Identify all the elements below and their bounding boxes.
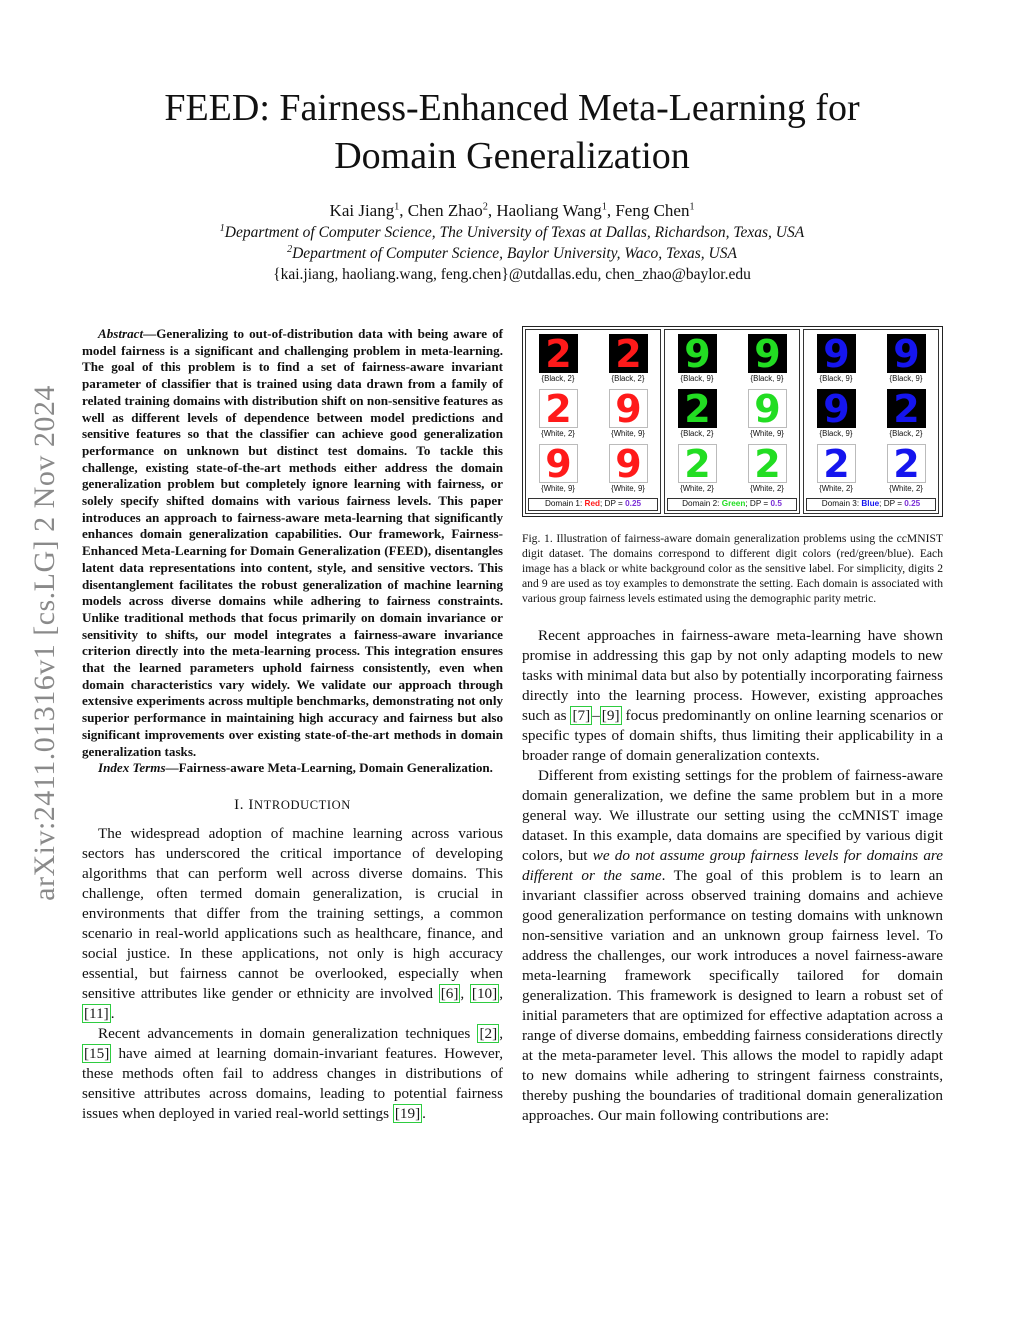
author-emails: {kai.jiang, haoliang.wang, feng.chen}@utdallas.edu, chen_zhao@baylor.edu [273, 266, 751, 283]
digit-glyph: 2 [615, 331, 642, 376]
citation-link[interactable]: [7] [572, 707, 591, 724]
digit-image [678, 331, 717, 376]
sample-label: {Black, 2} [611, 374, 645, 383]
digit-sample [737, 331, 797, 387]
sample-label: {Black, 2} [680, 429, 714, 438]
citation-link[interactable]: [9] [601, 707, 620, 724]
digit-glyph: 2 [545, 331, 572, 376]
digit-sample [806, 386, 866, 442]
section-heading-introduction: I. INTRODUCTION [234, 796, 351, 813]
citation-link[interactable]: [2] [479, 1024, 498, 1042]
digit-sample [598, 441, 658, 497]
digit-sample [598, 386, 658, 442]
digit-image [748, 386, 787, 431]
digit-glyph: 9 [545, 441, 572, 486]
digit-image [678, 441, 717, 486]
citation-link[interactable]: [10] [471, 984, 498, 1002]
abstract: Abstract—Generalizing to out-of-distribution data with being aware of model fairness is a significant and challenging problem in meta-learning. The goal of this problem is to find a set of fairness-aware invariant parameter of classifier that is trained using data drawn from a family of related training domains with distribution shift on non-sensitive features as well as different levels of dependence between model predictions and sensitive features so that the classifier can achieve good generalization performance on unknown but distinct test domains. To tackle this challenge, existing state-of-the-art methods either address the domain generalization problem but completely ignore learning with fairness, or solely specify shifted domains with various fairness levels. This paper introduces an approach to fairness-aware meta-learning that significantly enhances domain generalization capabilities. Our framework, Fairness-Enhanced Meta-Learning for Domain Generalization (FEED), disentangles latent data representations into content, style, and sensitive vectors. This disentanglement facilitates the robust generalization of machine learning models across diverse domains while adhering to fairness constraints. Unlike traditional methods that focus primarily on domain invariance or sensitivity to shifts, our model integrates a fairness-aware invariance criterion directly into the meta-learning process. This integration ensures that the learned parameters uphold fairness consistently, even when domain characteristics vary widely. We validate our approach through extensive experiments across multiple benchmarks, demonstrating not only superior performance in maintaining high accuracy and fairness but also significant improvements over existing state-of-the-art methods in domain generalization tasks. [82, 326, 503, 759]
domain-panel-2 [664, 329, 800, 514]
affiliation-1: $^1$Department of Computer Science, The University of Texas at Dallas, Richardson, Texas, USA [219, 222, 805, 241]
digit-sample [737, 386, 797, 442]
arxiv-identifier: arXiv:2411.01316v1 [cs.LG] 2 Nov 2024 [28, 384, 61, 901]
sample-label: {White, 2} [680, 484, 714, 493]
citation-link[interactable]: [15] [84, 1044, 110, 1062]
title-line-2: Domain Generalization [334, 135, 690, 177]
digit-sample [876, 441, 936, 497]
digit-glyph: 2 [684, 386, 711, 431]
index-terms: Index Terms—Fairness-aware Meta-Learning, Domain Generalization. [98, 760, 493, 776]
affiliation-2: $^2$Department of Computer Science, Baylor University, Waco, Texas, USA [287, 243, 737, 262]
digit-image [539, 386, 578, 431]
sample-label: {Black, 9} [750, 374, 784, 383]
digit-glyph: 9 [823, 386, 850, 431]
digit-image [887, 386, 926, 431]
citation-link[interactable]: [11] [84, 1004, 109, 1022]
digit-sample [667, 441, 727, 497]
digit-sample [528, 441, 588, 497]
author-block [100, 200, 924, 285]
digit-glyph: 2 [893, 386, 920, 431]
digit-image [609, 331, 648, 376]
sample-label: {Black, 9} [680, 374, 714, 383]
sample-label: {White, 2} [889, 484, 923, 493]
digit-sample [598, 331, 658, 387]
digit-glyph: 9 [893, 331, 920, 376]
sample-label: {White, 9} [611, 429, 645, 438]
right-paragraph-2: Different from existing settings for the problem of fairness-aware domain generalization, we define the same problem but in a more general way. We illustrate our setting using the ccMNIST image dataset. In this example, data domains are specified by various digit colors, but we do not assume group fairness levels for domains are different or the same. The goal of this problem is to learn an invariant classifier across observed training domains and achieve good generalization performance on testing domains with unknown non-sensitive variation and an unknown group fairness level. To address the challenges, our work introduces a novel fairness-aware meta-learning framework specifically tailored for domain generalization. This framework is designed to learn a robust set of initial parameters that are optimized for effective adaptation across a range of diverse domains, embedding fairness considerations directly at the meta-parameter level. This allows the model to rapidly adapt to new domains while adhering to stringent fairness constraints, thereby pushing the boundaries of traditional domain generalization approaches. Our main following contributions are: [522, 767, 944, 1124]
digit-sample [528, 386, 588, 442]
digit-image [539, 331, 578, 376]
right-paragraph-1: Recent approaches in fairness-aware meta-learning have shown promise in addressing this gap by not only adapting models to new tasks with minimal data but also by potentially incorporating fairness directly into the learning process. However, existing approaches such as [7] – [9] focus predominantly on online learning scenarios or specific types of domain shifts, thus limiting their applicability in a broader range of domain generalization contexts. [522, 627, 943, 764]
sample-label: {White, 9} [611, 484, 645, 493]
digit-glyph: 9 [754, 386, 781, 431]
digit-glyph: 2 [684, 441, 711, 486]
intro-paragraph-2: Recent advancements in domain generalization techniques [2] , [15] have aimed at learning domain-invariant features. However, these methods often fail to address changes in distributions of sensitive attributes across domains, leading to potential fairness issues when deployed in varied real-world settings [19] . [82, 1024, 503, 1122]
digit-glyph: 2 [754, 441, 781, 486]
digit-glyph: 2 [893, 441, 920, 486]
domain-label: Domain 1: Red; DP = 0.25 [528, 498, 658, 511]
digit-image [887, 441, 926, 486]
sample-label: {Black, 9} [819, 374, 853, 383]
intro-paragraph-1: The widespread adoption of machine learning across various sectors has underscored the critical importance of developing algorithms that can perform well across diverse domains. This challenge, often termed domain generalization, is crucial in environments that differ from the training settings, a common scenario in real-world applications such as healthcare, finance, and social justice. In these applications, not only is high accuracy essential, but fairness cannot be overlooked, especially when sensitive attributes like gender or ethnicity are involved [6] , [10] , [11] . [82, 824, 503, 1022]
digit-sample [876, 331, 936, 387]
digit-image [817, 441, 856, 486]
right-column [522, 326, 943, 1126]
digit-image [609, 441, 648, 486]
digit-image [748, 331, 787, 376]
digit-sample [876, 386, 936, 442]
sample-label: {White, 2} [750, 484, 784, 493]
sample-label: {Black, 2} [889, 429, 923, 438]
sample-label: {White, 9} [541, 484, 575, 493]
figure-ccmnist [522, 326, 943, 517]
digit-glyph: 2 [545, 386, 572, 431]
citation-link[interactable]: [6] [440, 984, 459, 1002]
digit-image [609, 386, 648, 431]
digit-glyph: 9 [823, 331, 850, 376]
domain-label: Domain 2: Green; DP = 0.5 [667, 498, 797, 511]
digit-sample [806, 441, 866, 497]
figure-caption: Fig. 1. Illustration of fairness-aware domain generalization problems using the ccMNIST digit dataset. The domains correspond to different digit colors (red/green/blue). Each image has a black or white background color as the sensitive label. For simplicity, digits 2 and 9 are used as toy examples to demonstrate the setting. Each domain is associated with various group fairness levels estimated using the demographic parity metric. [522, 532, 943, 605]
digit-sample [806, 331, 866, 387]
sample-label: {White, 2} [819, 484, 853, 493]
left-column [82, 326, 503, 1124]
author-names: Kai Jiang$^1$, Chen Zhao$^2$, Haoliang Wang$^1$, Feng Chen$^1$ [329, 201, 695, 220]
paper-title [100, 84, 924, 180]
citation-link[interactable]: [19] [394, 1104, 421, 1122]
sample-label: {White, 9} [750, 429, 784, 438]
title-line-1: FEED: Fairness-Enhanced Meta-Learning for [164, 87, 860, 129]
domain-panel-1 [525, 329, 661, 514]
domain-label: Domain 3: Blue; DP = 0.25 [806, 498, 936, 511]
digit-sample [667, 331, 727, 387]
digit-sample [667, 386, 727, 442]
sample-label: {Black, 2} [541, 374, 575, 383]
digit-glyph: 9 [615, 441, 642, 486]
domain-panel-3 [803, 329, 939, 514]
digit-image [887, 331, 926, 376]
digit-glyph: 2 [823, 441, 850, 486]
sample-label: {Black, 9} [889, 374, 923, 383]
digit-sample [528, 331, 588, 387]
digit-image [678, 386, 717, 431]
sample-label: {White, 2} [541, 429, 575, 438]
digit-image [539, 441, 578, 486]
digit-image [748, 441, 787, 486]
digit-sample [737, 441, 797, 497]
digit-glyph: 9 [684, 331, 711, 376]
digit-image [817, 331, 856, 376]
digit-glyph: 9 [754, 331, 781, 376]
sample-label: {Black, 9} [819, 429, 853, 438]
digit-glyph: 9 [615, 386, 642, 431]
digit-image [817, 386, 856, 431]
